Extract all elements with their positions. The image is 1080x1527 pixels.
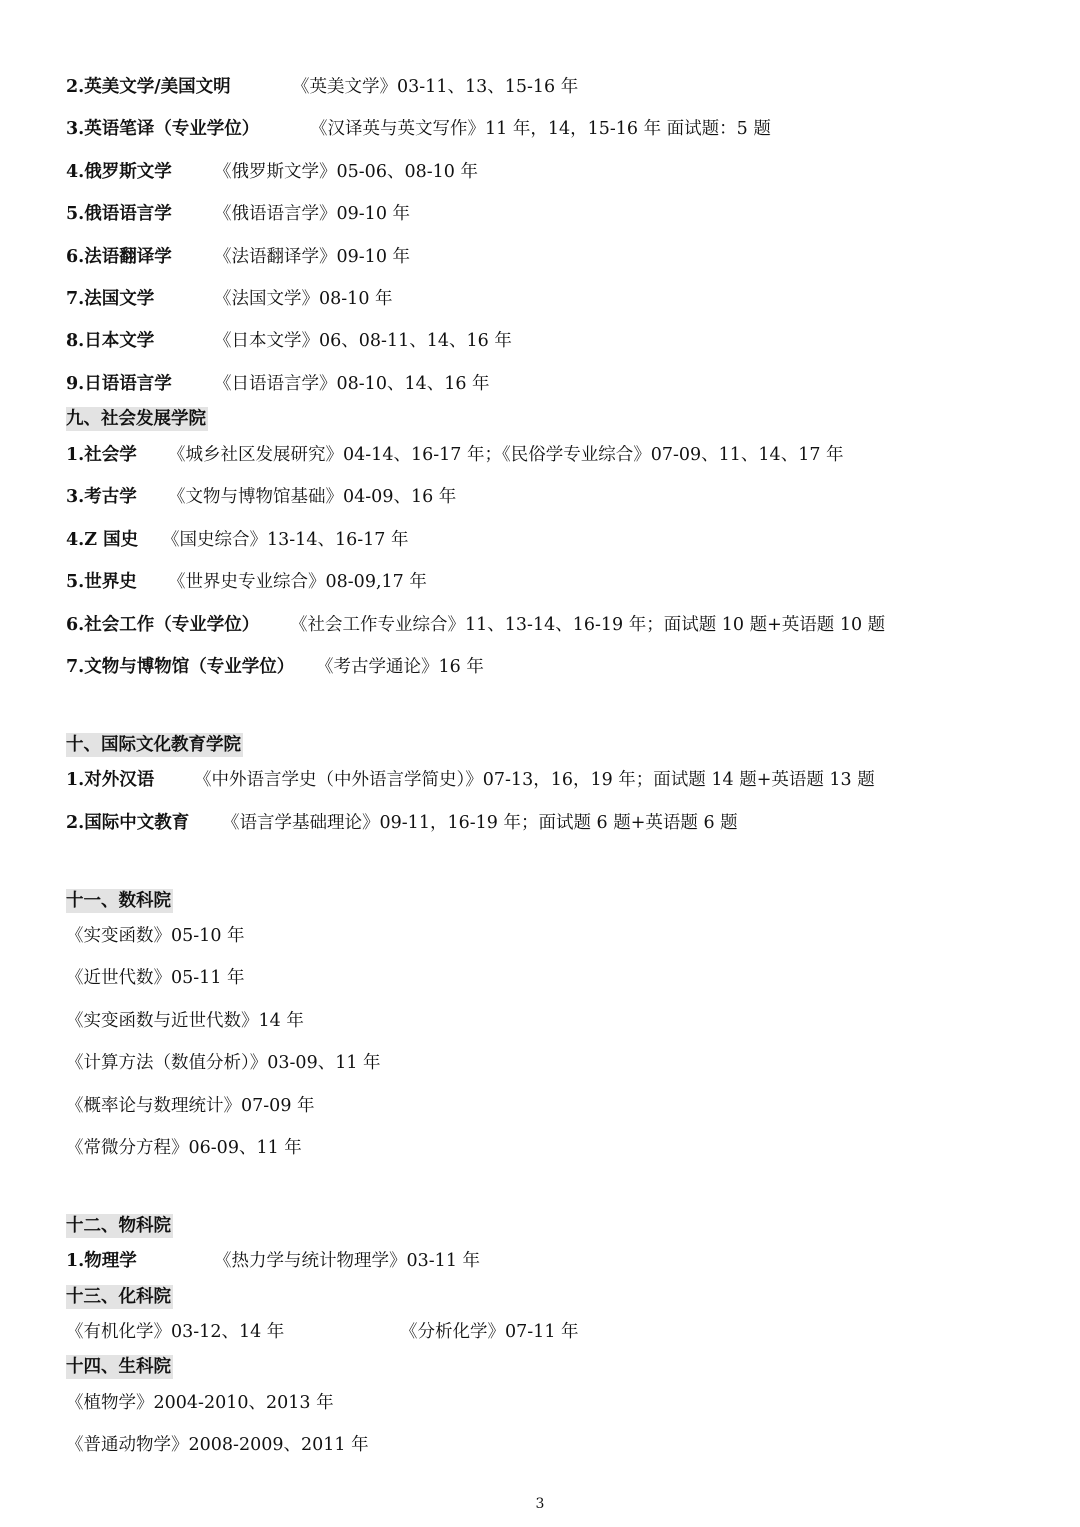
- item-text: 《社会工作专业综合》11、13-14、16-19 年；面试题 10 题+英语题 10 题: [290, 615, 886, 635]
- list-item: 《普通动物学》2008-2009、2011 年: [66, 1435, 369, 1455]
- item-text: 《俄罗斯文学》05-06、08-10 年: [214, 162, 478, 182]
- list-item: [66, 655, 484, 679]
- item-text: 《考古学通论》16 年: [316, 657, 484, 677]
- item-text: 《分析化学》07-11 年: [400, 1322, 579, 1342]
- list-item: [66, 329, 512, 353]
- item-text: 《城乡社区发展研究》04-14、16-17 年；《民俗学专业综合》07-09、11、14、17 年: [168, 445, 844, 465]
- item-label: 5.俄语语言学: [66, 204, 172, 224]
- item-label: 1.物理学: [66, 1251, 137, 1271]
- item-label: 3.考古学: [66, 487, 137, 507]
- list-item: [66, 528, 408, 552]
- section-header: 十四、生科院: [66, 1357, 171, 1377]
- item-label: 9.日语语言学: [66, 374, 172, 394]
- item-text: 《法语翻译学》09-10 年: [214, 247, 411, 267]
- item-label: 8.日本文学: [66, 331, 155, 351]
- list-item: [66, 287, 393, 311]
- list-item: [66, 202, 410, 226]
- list-item: [66, 443, 844, 467]
- list-item: 《计算方法（数值分析）》03-09、11 年: [66, 1053, 381, 1073]
- list-item: [66, 613, 885, 637]
- item-text: 《热力学与统计物理学》03-11 年: [214, 1251, 481, 1271]
- list-item: [66, 570, 427, 594]
- item-text: 《法国文学》08-10 年: [214, 289, 393, 309]
- section-header: 九、社会发展学院: [66, 409, 206, 429]
- item-label: 1.对外汉语: [66, 770, 155, 790]
- list-item: 《实变函数》05-10 年: [66, 926, 245, 946]
- list-item: 《近世代数》05-11 年: [66, 968, 245, 988]
- list-item: [66, 1249, 480, 1273]
- item-label: 2.英美文学/美国文明: [66, 77, 231, 97]
- item-text: 《日本文学》06、08-11、14、16 年: [214, 331, 512, 351]
- list-item: 《常微分方程》06-09、11 年: [66, 1138, 302, 1158]
- list-item: [66, 160, 478, 184]
- list-item: [66, 768, 875, 792]
- item-label: 2.国际中文教育: [66, 813, 190, 833]
- item-label: 4.俄罗斯文学: [66, 162, 172, 182]
- item-text: 《俄语语言学》09-10 年: [214, 204, 411, 224]
- item-text: 《文物与博物馆基础》04-09、16 年: [168, 487, 457, 507]
- section-header: 十三、化科院: [66, 1287, 171, 1307]
- section-header: 十、国际文化教育学院: [66, 735, 241, 755]
- item-text: 《语言学基础理论》09-11，16-19 年；面试题 6 题+英语题 6 题: [222, 813, 738, 833]
- item-label: 7.文物与博物馆（专业学位）: [66, 657, 295, 677]
- list-item: [66, 372, 490, 396]
- page-number: 3: [535, 1496, 545, 1512]
- list-item: [66, 75, 578, 99]
- list-item: [66, 811, 738, 835]
- list-item: [66, 117, 771, 141]
- item-label: 6.法语翻译学: [66, 247, 172, 267]
- list-item: [66, 1320, 579, 1344]
- item-label: 7.法国文学: [66, 289, 155, 309]
- list-item: [66, 485, 456, 509]
- item-label: 6.社会工作（专业学位）: [66, 615, 260, 635]
- item-text: 《国史综合》13-14、16-17 年: [162, 530, 409, 550]
- item-text: 《世界史专业综合》08-09,17 年: [168, 572, 427, 592]
- item-label: 1.社会学: [66, 445, 137, 465]
- list-item: [66, 245, 410, 269]
- section-header: 十一、数科院: [66, 891, 171, 911]
- list-item: 《实变函数与近世代数》14 年: [66, 1011, 304, 1031]
- item-text: 《日语语言学》08-10、14、16 年: [214, 374, 490, 394]
- list-item: 《植物学》2004-2010、2013 年: [66, 1393, 334, 1413]
- section-header: 十二、物科院: [66, 1216, 171, 1236]
- item-label: 5.世界史: [66, 572, 137, 592]
- item-text: 《汉译英与英文写作》11 年，14，15-16 年 面试题：5 题: [310, 119, 771, 139]
- item-text: 《有机化学》03-12、14 年: [66, 1322, 285, 1342]
- item-text: 《中外语言学史（中外语言学简史）》07-13，16，19 年；面试题 14 题+英语题 13 题: [194, 770, 875, 790]
- list-item: 《概率论与数理统计》07-09 年: [66, 1096, 315, 1116]
- item-text: 《英美文学》03-11、13、15-16 年: [292, 77, 579, 97]
- item-label: 3.英语笔译（专业学位）: [66, 119, 260, 139]
- item-label: 4.Z 国史: [66, 530, 139, 550]
